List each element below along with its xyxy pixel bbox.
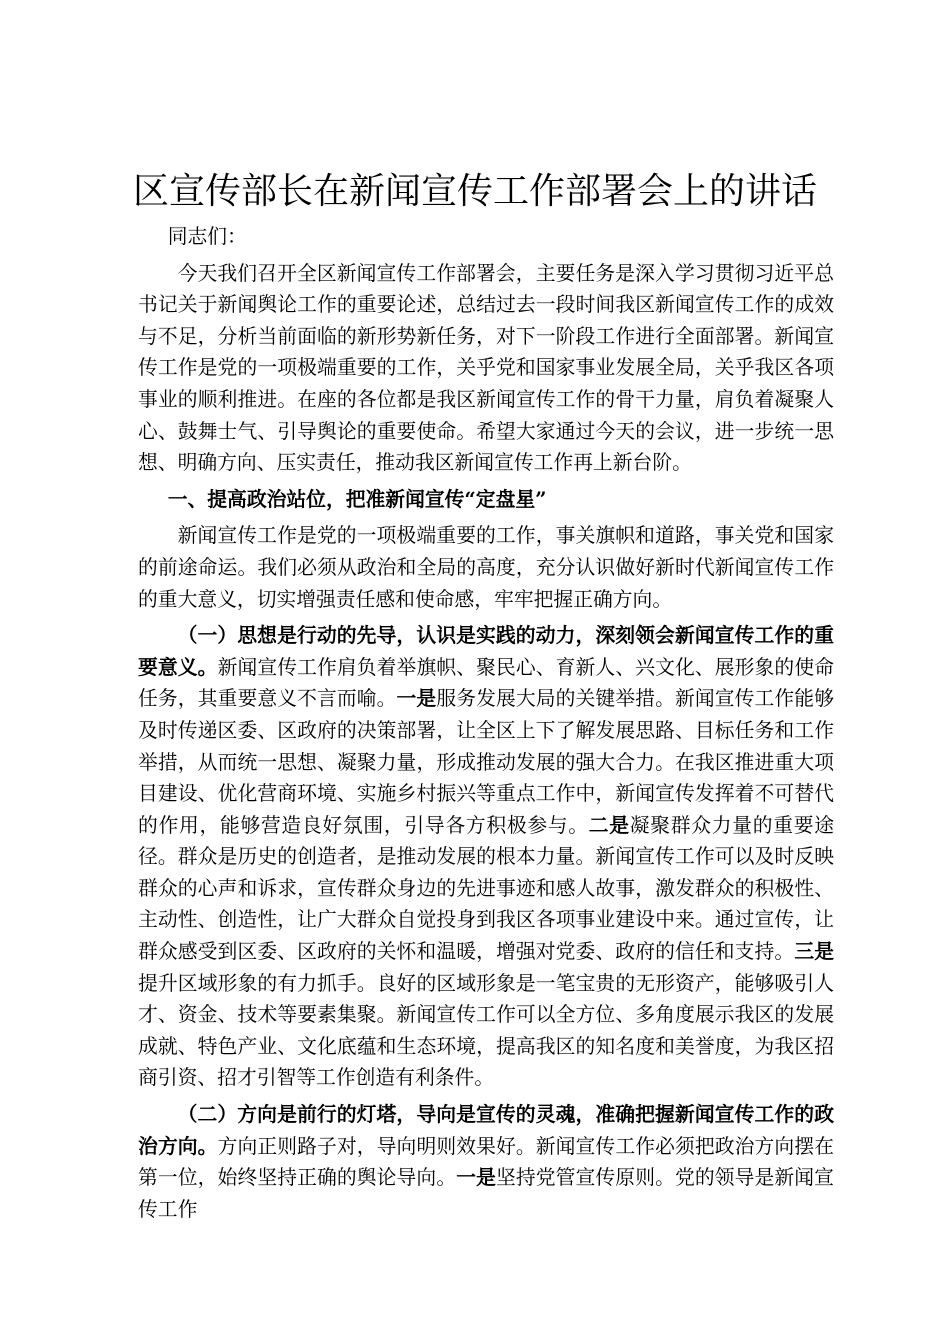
subsection-1-point-3-label: 三是 <box>794 939 834 964</box>
subsection-1-point-1-label: 一是 <box>396 686 437 711</box>
subsection-1-text-2: 服务发展大局的关键举措。新闻宣传工作能够及时传递区委、区政府的决策部署，让全区上下了解发展思路、目标任务和工作举措，从而统一思想、凝聚力量，形成推动发展的强大合力。在我区推进重大项目建设、优化营商环境、实施乡村振兴等重点工作中，新闻宣传发挥着不可替代的作用，能够营造良好氛围，引导各方积极参与。 <box>138 687 834 837</box>
subsection-1-text-1: 新闻宣传工作肩负着举旗帜、聚民心、育新人、兴文化、展形象的使命任务，其重要意义不言而喻。 <box>138 655 834 711</box>
subsection-2-point-1-label: 一是 <box>456 1165 496 1190</box>
section-1-heading: 一、提高政治站位，把准新闻宣传“定盘星” <box>167 486 547 511</box>
document-title: 区宣传部长在新闻宣传工作部署会上的讲话 <box>132 171 817 212</box>
subsection-2-text-1: 方向正则路子对，导向明则效果好。新闻宣传工作必须把政治方向摆在第一位，始终坚持正确的舆论导向。 <box>138 1134 834 1190</box>
salutation: 同志们： <box>167 225 247 248</box>
subsection-1-text-4: 提升区域形象的有力抓手。良好的区域形象是一笔宝贵的无形资产，能够吸引人才、资金、技术等要素集聚。新闻宣传工作可以全方位、多角度展示我区的发展成就、特色产业、文化底蕴和生态环境，提高我区的知名度和美誉度，为我区招商引资、招才引智等工作创造有利条件。 <box>138 971 834 1090</box>
subsection-1-lead: （一）思想是行动的先导，认识是实践的动力，深刻领会新闻宣传工作的重要意义。 <box>138 623 834 679</box>
subsection-1-text-3: 凝聚群众力量的重要途径。群众是历史的创造者，是推动发展的根本力量。新闻宣传工作可以及时反映群众的心声和诉求，宣传群众身边的先进事迹和感人故事，激发群众的积极性、主动性、创造性，让广大群众自觉投身到我区各项事业建设中来。通过宣传，让群众感受到区委、区政府的关怀和温暖，增强对党委、政府的信任和支持。 <box>138 813 834 964</box>
subsection-2-lead: （二）方向是前行的灯塔，导向是宣传的灵魂，准确把握新闻宣传工作的政治方向。 <box>138 1102 834 1158</box>
intro-paragraph: 今天我们召开全区新闻宣传工作部署会，主要任务是深入学习贯彻习近平总书记关于新闻舆论工作的重要论述，总结过去一段时间我区新闻宣传工作的成效与不足，分析当前面临的新形势新任务，对下一阶段工作进行全面部署。新闻宣传工作是党的一项极端重要的工作，关乎党和国家事业发展全局，关乎我区各项事业的顺利推进。在座的各位都是我区新闻宣传工作的骨干力量，肩负着凝聚人心、鼓舞士气、引导舆论的重要使命。希望大家通过今天的会议，进一步统一思想、明确方向、压实责任，推动我区新闻宣传工作再上新台阶。 <box>138 261 834 475</box>
subsection-2-paragraph <box>138 1099 834 1225</box>
subsection-1-point-2-label: 二是 <box>588 812 630 837</box>
subsection-2-text-2: 坚持党管宣传原则。党的领导是新闻宣传工作 <box>138 1166 834 1221</box>
section-1-paragraph: 新闻宣传工作是党的一项极端重要的工作，事关旗帜和道路，事关党和国家的前途命运。我们必须从政治和全局的高度，充分认识做好新时代新闻宣传工作的重大意义，切实增强责任感和使命感，牢牢把握正确方向。 <box>138 524 834 611</box>
document-body <box>138 221 834 1225</box>
subsection-1-paragraph <box>138 620 834 1094</box>
